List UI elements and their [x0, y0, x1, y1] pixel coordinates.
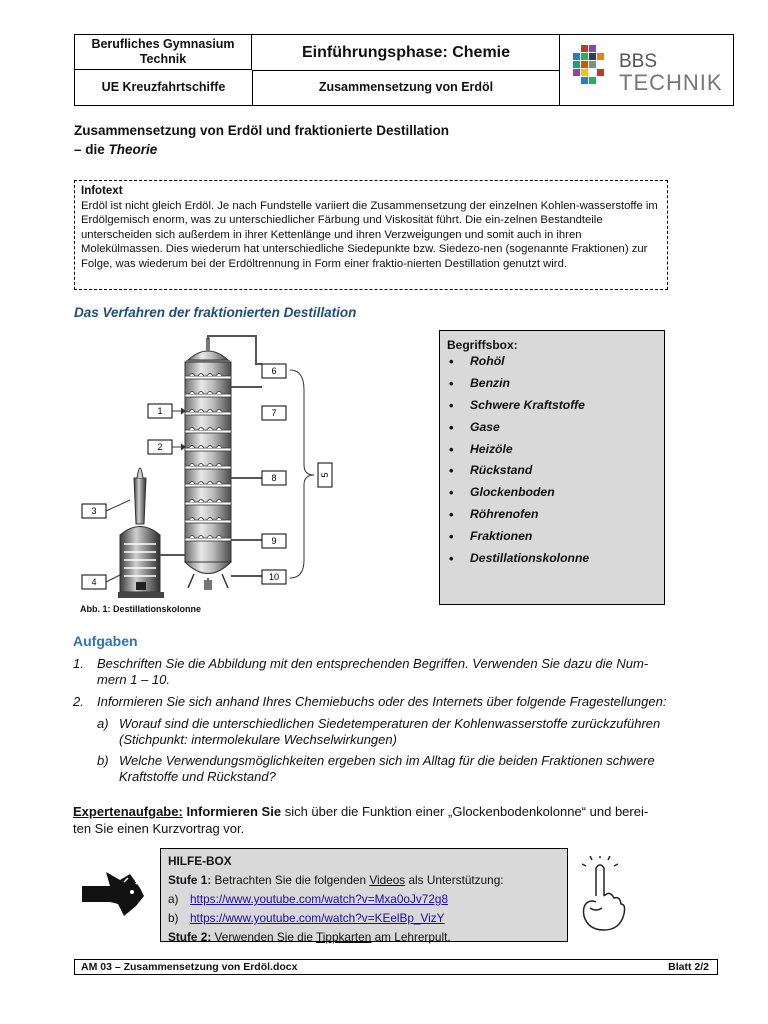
- title-line-2: – die Theorie: [74, 142, 158, 157]
- svg-text:3: 3: [91, 506, 97, 516]
- label-1: [148, 404, 172, 418]
- logo-mosaic-icon: [573, 45, 604, 84]
- svg-text:6: 6: [271, 366, 277, 376]
- list-item: • Gase: [447, 419, 657, 441]
- logo-text-bbs: BBS: [619, 51, 658, 72]
- begriffsbox: [439, 330, 665, 605]
- distillation-figure: [76, 330, 416, 620]
- page-title: [74, 121, 449, 159]
- label-9: [262, 534, 286, 548]
- footer: [74, 959, 718, 975]
- task-1-number: 1.: [73, 656, 84, 671]
- label-7: [262, 406, 286, 420]
- list-item: • Glockenboden: [447, 484, 657, 506]
- list-item: • Schwere Kraftstoffe: [447, 397, 657, 419]
- task-2-number: 2.: [73, 694, 84, 709]
- stufe-1: Stufe 1: Betrachten Sie die folgenden Videos als Unterstützung:: [168, 873, 504, 887]
- hilfe-heading: HILFE-BOX: [168, 854, 232, 868]
- infotext-heading: Infotext: [81, 185, 123, 197]
- task-2a-line-1: Worauf sind die unterschiedlichen Siedetemperaturen der Kohlenwasserstoffe zurückzuführen: [119, 716, 661, 731]
- svg-text:4: 4: [91, 577, 97, 587]
- section-heading: Das Verfahren der fraktionierten Destillation: [74, 305, 357, 320]
- label-6: [262, 364, 286, 378]
- label-5: [318, 463, 332, 487]
- task-1-line-2: mern 1 – 10.: [97, 672, 170, 687]
- stufe-2: Stufe 2: Verwenden Sie die Tippkarten am Lehrerpult.: [168, 930, 451, 944]
- video-link-b-row: b) https://www.youtube.com/watch?v=KEelBp_VizY: [168, 911, 445, 925]
- task-2b-line-2: Kraftstoffe und Rückstand?: [119, 769, 276, 784]
- list-item: • Heizöle: [447, 441, 657, 463]
- svg-text:2: 2: [157, 442, 163, 452]
- list-item: • Benzin: [447, 375, 657, 397]
- title-line-1: Zusammensetzung von Erdöl und fraktionierte Destillation: [74, 123, 450, 138]
- figure-caption: Abb. 1: Destillationskolonne: [80, 604, 202, 614]
- label-10: [262, 570, 286, 584]
- expert-text-1: sich über die Funktion einer „Glockenbodenkolonne“ und berei-: [281, 804, 649, 819]
- expert-task: [73, 803, 723, 837]
- expert-label: Expertenaufgabe:: [73, 804, 183, 819]
- expert-bold: Informieren Sie: [186, 804, 282, 819]
- svg-text:1: 1: [157, 406, 163, 416]
- video-link-a-row: a) https://www.youtube.com/watch?v=Mxa0oJv72g8: [168, 892, 449, 906]
- svg-text:10: 10: [268, 572, 280, 582]
- infotext-box: [74, 180, 668, 290]
- label-3: [82, 504, 106, 518]
- task-2a-number: a): [97, 716, 109, 731]
- label-4: [82, 575, 106, 589]
- svg-text:8: 8: [271, 473, 277, 483]
- hilfe-box: [160, 848, 568, 942]
- video-link-b[interactable]: https://www.youtube.com/watch?v=KEelBp_VizY: [190, 911, 445, 925]
- list-item: • Rückstand: [447, 462, 657, 484]
- pointing-arrow-icon: [80, 866, 148, 922]
- label-2: [148, 440, 172, 454]
- task-2-line-1: Informieren Sie sich anhand Ihres Chemiebuchs oder des Internets über folgende Fragestellungen:: [97, 694, 667, 709]
- begriffsbox-list: [447, 353, 657, 572]
- phase-title: Einführungsphase: Chemie: [253, 35, 560, 71]
- task-1-line-1: Beschriften Sie die Abbildung mit den entsprechenden Begriffen. Verwenden Sie dazu die Num-: [97, 656, 649, 671]
- footer-filename: AM 03 – Zusammensetzung von Erdöl.docx: [81, 961, 298, 973]
- distillation-column: [185, 338, 231, 590]
- infotext-body: Erdöl ist nicht gleich Erdöl. Je nach Fundstelle variiert die Zusammensetzung der einzelnen Kohlen-wasserstoffe im Erdölgemisch enorm, was zu unterschiedlicher Färbung und Viskosität führt. Die ein-zelnen Bestandteile unterscheiden sich außerdem in ihrer Kettenlänge und ihren Verzweigungen und somit auch in ihren Molekülmassen. Dies wiederum hat unterschiedliche Siedepunkte bzw. Siedezo-nen (sogenannte Fraktionen) zur Folge, was wiederum bei der Erdöltrennung in Form einer fraktio-nierten Destillation genutzt wird.: [81, 199, 658, 270]
- list-item: • Fraktionen: [447, 528, 657, 550]
- tube-furnace: [118, 468, 164, 598]
- video-link-a[interactable]: https://www.youtube.com/watch?v=Mxa0oJv72g8: [190, 892, 449, 906]
- aufgaben-heading: Aufgaben: [73, 633, 138, 649]
- expert-text-2: ten Sie einen Kurzvortrag vor.: [73, 821, 245, 836]
- task-2a-line-2: (Stichpunkt: intermolekulare Wechselwirkungen): [119, 732, 397, 747]
- svg-text:5: 5: [320, 472, 330, 478]
- list-item: • Röhrenofen: [447, 506, 657, 528]
- svg-text:9: 9: [271, 536, 277, 546]
- bbs-technik-logo: [565, 41, 725, 97]
- label-8: [262, 471, 286, 485]
- raised-finger-hand-icon: [574, 856, 630, 936]
- footer-page: Blatt 2/2: [668, 961, 709, 973]
- list-item: • Destillationskolonne: [447, 550, 657, 572]
- school-name: Berufliches Gymnasium Technik: [75, 35, 252, 70]
- task-2b-line-1: Welche Verwendungsmöglichkeiten ergeben sich im Alltag für die beiden Fraktionen schwere: [119, 753, 655, 768]
- topic-title: Zusammensetzung von Erdöl: [253, 70, 560, 105]
- list-item: • Rohöl: [447, 353, 657, 375]
- task-2b-number: b): [97, 753, 109, 768]
- header-table: [74, 34, 734, 106]
- svg-text:7: 7: [271, 408, 277, 418]
- unit-name: UE Kreuzfahrtschiffe: [75, 70, 253, 105]
- logo-text-technik: TECHNIK: [619, 70, 723, 95]
- begriffsbox-heading: Begriffsbox:: [447, 338, 518, 352]
